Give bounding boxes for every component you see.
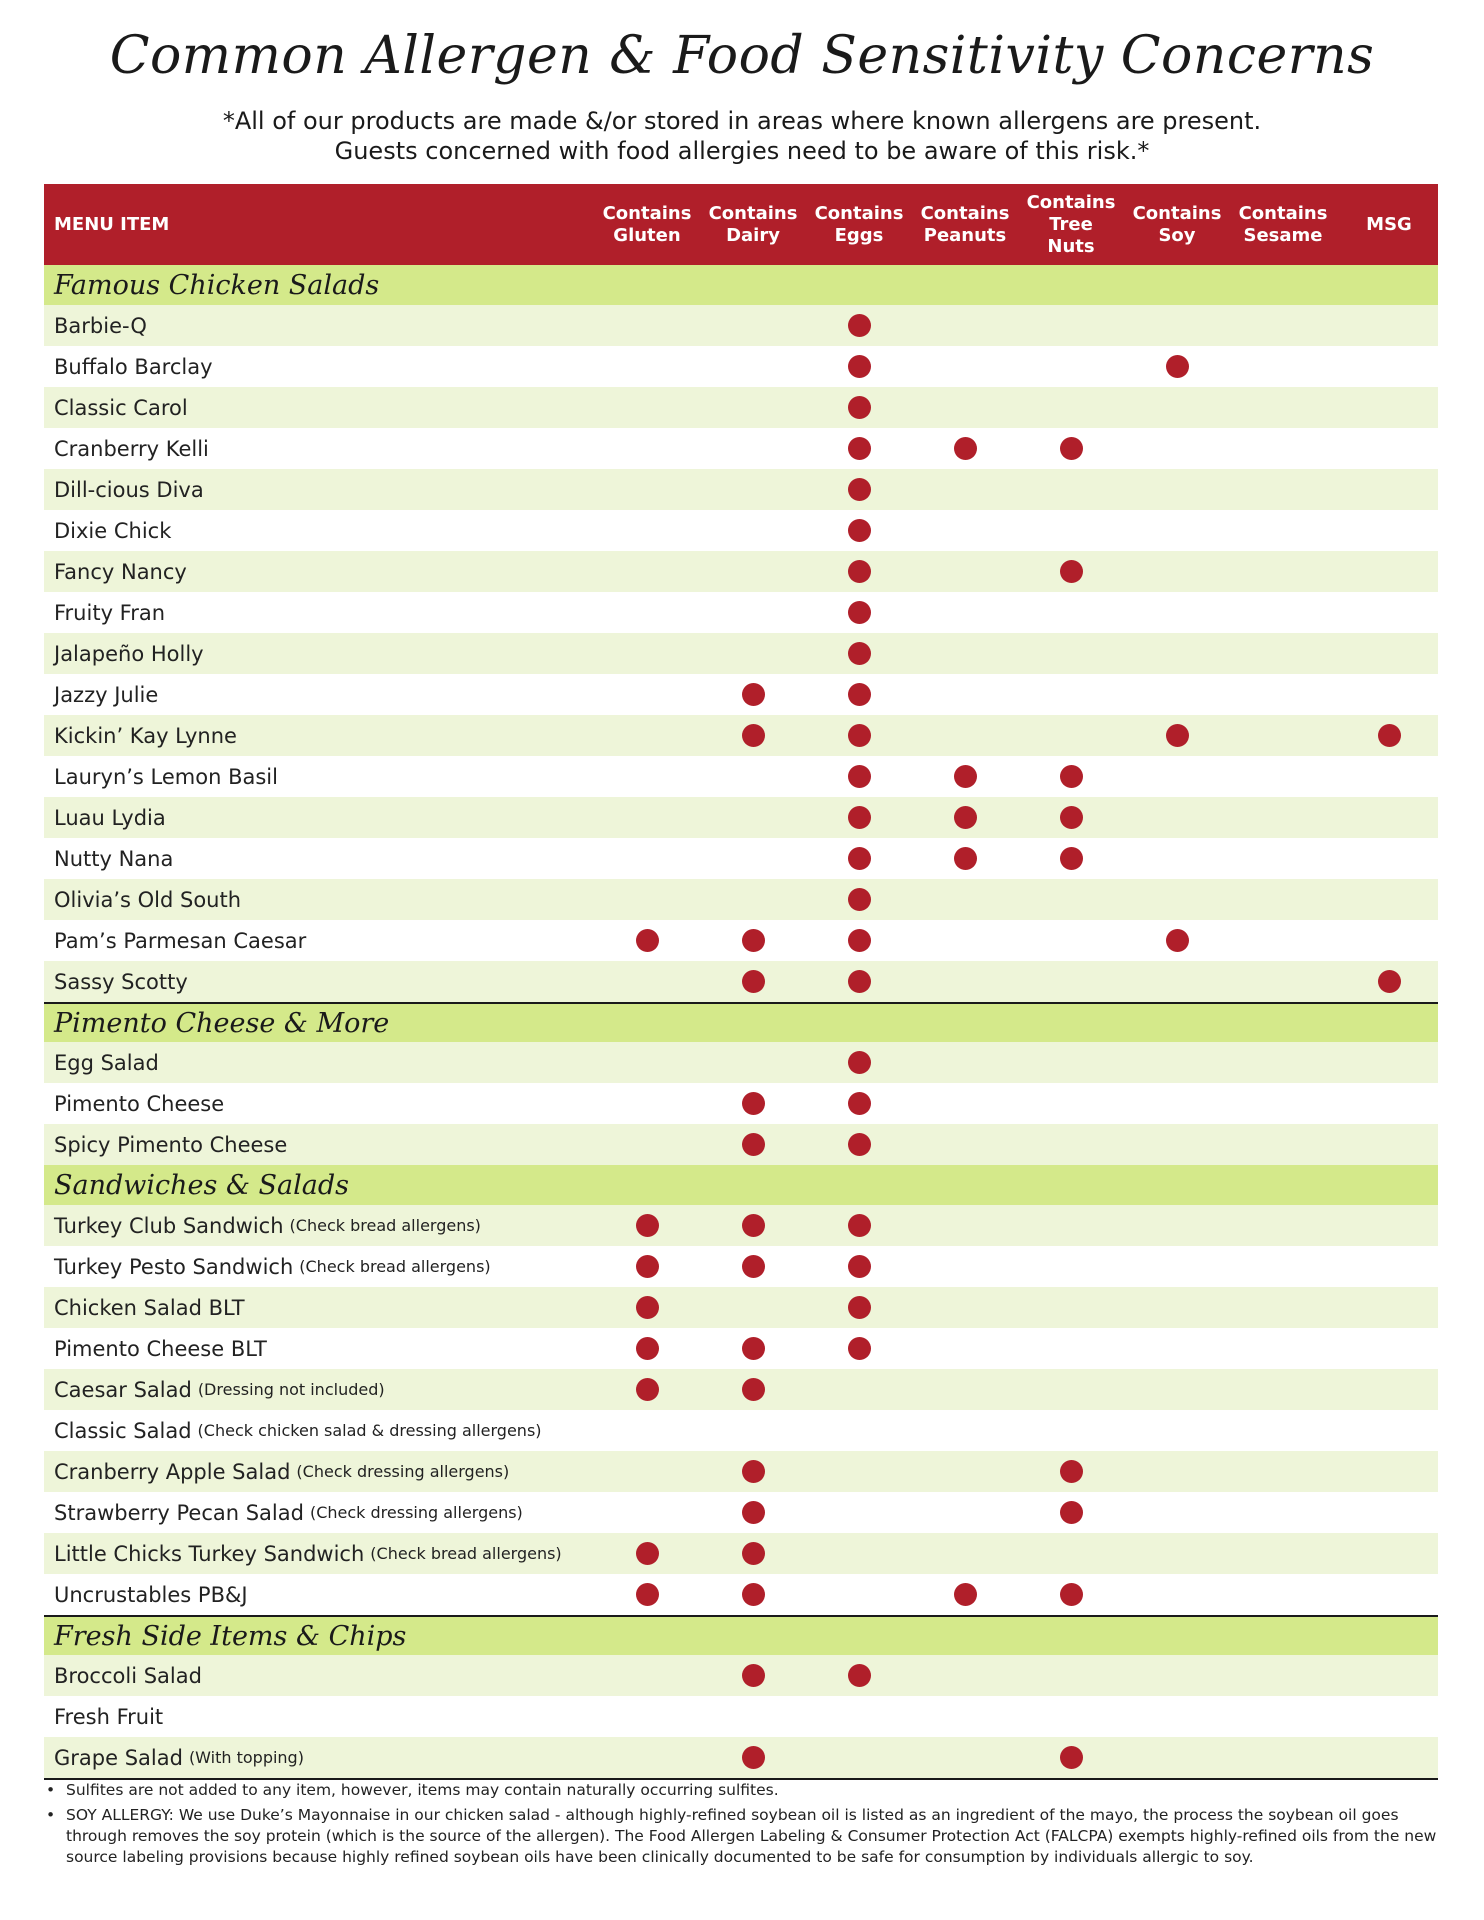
menu-item-label: Dill-cious Diva (54, 477, 204, 502)
subtitle-line-1: *All of our products are made &/or stored in areas where known allergens are present. (222, 107, 1262, 135)
menu-item-label: Sassy Scotty (54, 969, 188, 994)
allergen-dot-gluten (636, 1583, 659, 1606)
menu-item-name (54, 756, 278, 797)
allergen-dot-treenuts (1060, 1583, 1083, 1606)
allergen-dot-eggs (848, 560, 871, 583)
table-row (44, 715, 1438, 756)
table-row (44, 1083, 1438, 1124)
menu-item-name (54, 1083, 224, 1124)
menu-item-label: Fancy Nancy (54, 559, 187, 584)
menu-item-note: (Check bread allergens) (370, 1544, 562, 1563)
section-header: Sandwiches & Salads (44, 1165, 1438, 1205)
table-row (44, 1369, 1438, 1410)
allergen-dot-eggs (848, 396, 871, 419)
menu-item-label: Pimento Cheese (54, 1091, 225, 1116)
menu-item-name (54, 592, 165, 633)
menu-item-name (54, 387, 188, 428)
menu-item-name (54, 428, 209, 469)
section-header: Fresh Side Items & Chips (44, 1615, 1438, 1655)
allergen-dot-peanuts (954, 437, 977, 460)
allergen-dot-dairy (742, 929, 765, 952)
allergen-dot-eggs (848, 1255, 871, 1278)
menu-item-label: Fruity Fran (54, 600, 166, 625)
allergen-dot-gluten (636, 1296, 659, 1319)
menu-item-name (54, 879, 241, 920)
table-row (44, 797, 1438, 838)
menu-item-name (54, 674, 158, 715)
allergen-table (44, 184, 1438, 1780)
menu-item-name (54, 1492, 523, 1533)
table-row (44, 1124, 1438, 1165)
menu-item-name (54, 1124, 287, 1165)
menu-item-name (54, 1533, 562, 1574)
menu-item-name (54, 633, 204, 674)
table-row (44, 879, 1438, 920)
table-row (44, 1410, 1438, 1451)
menu-item-note: (Check chicken salad & dressing allergens) (197, 1421, 542, 1440)
allergen-dot-gluten (636, 929, 659, 952)
footnotes (44, 1780, 1438, 1872)
allergen-dot-eggs (848, 683, 871, 706)
menu-item-label: Olivia’s Old South (54, 887, 242, 912)
allergen-dot-eggs (848, 355, 871, 378)
menu-item-name (54, 1287, 245, 1328)
menu-item-label: Little Chicks Turkey Sandwich (54, 1541, 365, 1566)
menu-item-note: (Check dressing allergens) (309, 1503, 523, 1522)
allergen-dot-gluten (636, 1214, 659, 1237)
table-row (44, 1533, 1438, 1574)
menu-item-name (54, 1410, 542, 1451)
menu-item-name (54, 346, 213, 387)
table-body (44, 265, 1438, 1780)
allergen-dot-peanuts (954, 806, 977, 829)
menu-item-name (54, 1205, 481, 1246)
menu-item-name (54, 1737, 304, 1778)
allergen-dot-treenuts (1060, 847, 1083, 870)
menu-item-name (54, 551, 187, 592)
menu-item-name (54, 1042, 159, 1083)
menu-item-label: Caesar Salad (54, 1377, 192, 1402)
allergen-dot-treenuts (1060, 560, 1083, 583)
table-row (44, 1574, 1438, 1615)
allergen-dot-dairy (742, 1460, 765, 1483)
allergen-dot-soy (1166, 929, 1189, 952)
table-row (44, 920, 1438, 961)
menu-item-name (54, 838, 173, 879)
menu-item-label: Turkey Club Sandwich (54, 1213, 284, 1238)
table-row (44, 1287, 1438, 1328)
menu-item-label: Grape Salad (54, 1745, 183, 1770)
menu-item-label: Jazzy Julie (54, 682, 159, 707)
menu-item-label: Pimento Cheese BLT (54, 1336, 267, 1361)
table-row (44, 756, 1438, 797)
allergen-dot-dairy (742, 1378, 765, 1401)
allergen-dot-peanuts (954, 1583, 977, 1606)
menu-item-label: Cranberry Kelli (54, 436, 209, 461)
allergen-dot-gluten (636, 1542, 659, 1565)
column-header-eggs: Contains Eggs (814, 202, 904, 246)
allergen-dot-eggs (848, 1214, 871, 1237)
menu-item-label: Strawberry Pecan Salad (54, 1500, 304, 1525)
allergen-dot-eggs (848, 314, 871, 337)
allergen-dot-eggs (848, 806, 871, 829)
menu-item-label: Chicken Salad BLT (54, 1295, 245, 1320)
menu-item-column-header: MENU ITEM (54, 214, 170, 235)
table-row (44, 633, 1438, 674)
column-header-dairy: Contains Dairy (708, 202, 798, 246)
allergen-dot-treenuts (1060, 765, 1083, 788)
menu-item-label: Buffalo Barclay (54, 354, 213, 379)
menu-item-label: Lauryn’s Lemon Basil (54, 764, 278, 789)
allergen-dot-eggs (848, 601, 871, 624)
table-row (44, 592, 1438, 633)
menu-item-name (54, 305, 147, 346)
menu-item-label: Pam’s Parmesan Caesar (54, 928, 307, 953)
menu-item-name (54, 961, 188, 1002)
allergen-dot-eggs (848, 724, 871, 747)
menu-item-name (54, 1574, 248, 1615)
table-row (44, 428, 1438, 469)
allergen-dot-eggs (848, 1092, 871, 1115)
menu-item-label: Broccoli Salad (54, 1663, 202, 1688)
table-header (44, 184, 1438, 265)
allergen-dot-dairy (742, 683, 765, 706)
menu-item-name (54, 1655, 202, 1696)
table-row (44, 674, 1438, 715)
menu-item-name (54, 510, 171, 551)
menu-item-label: Fresh Fruit (54, 1704, 164, 1729)
menu-item-note: (Check bread allergens) (289, 1216, 481, 1235)
menu-item-label: Classic Carol (54, 395, 188, 420)
allergen-dot-dairy (742, 1542, 765, 1565)
page-subtitle (0, 106, 1484, 166)
menu-item-label: Classic Salad (54, 1418, 192, 1443)
allergen-dot-dairy (742, 1746, 765, 1769)
table-row (44, 305, 1438, 346)
allergen-dot-dairy (742, 1501, 765, 1524)
page-title: Common Allergen & Food Sensitivity Concerns (109, 26, 1375, 86)
menu-item-label: Luau Lydia (54, 805, 166, 830)
table-row (44, 510, 1438, 551)
allergen-dot-eggs (848, 970, 871, 993)
allergen-dot-eggs (848, 1133, 871, 1156)
menu-item-label: Nutty Nana (54, 846, 174, 871)
allergen-dot-gluten (636, 1337, 659, 1360)
menu-item-note: (With topping) (188, 1748, 304, 1767)
allergen-dot-treenuts (1060, 1460, 1083, 1483)
allergen-dot-msg (1378, 724, 1401, 747)
column-header-soy: Contains Soy (1132, 202, 1222, 246)
allergen-dot-dairy (742, 970, 765, 993)
table-row (44, 469, 1438, 510)
footnote: • SOY ALLERGY: We use Duke’s Mayonnaise in our chicken salad - although highly-refined soybean oil is listed as an ingredient of the mayo, the process the soybean oil goes through removes the soy protein (which is the source of the allergen). The Food Allergen Labeling & Consumer Protection Act (FALCPA) exempts highly-refined oils from the new source labeling provisions because highly refined soybean oils have been clinically documented to be safe for consumption by individuals allergic to soy. (44, 1805, 1438, 1868)
menu-item-note: (Check dressing allergens) (296, 1462, 510, 1481)
table-row (44, 838, 1438, 879)
menu-item-label: Dixie Chick (54, 518, 172, 543)
table-row (44, 346, 1438, 387)
allergen-dot-eggs (848, 1051, 871, 1074)
allergen-dot-gluten (636, 1255, 659, 1278)
allergen-dot-treenuts (1060, 1746, 1083, 1769)
menu-item-name (54, 715, 237, 756)
table-row (44, 1205, 1438, 1246)
menu-item-note: (Dressing not included) (197, 1380, 385, 1399)
column-header-peanuts: Contains Peanuts (920, 202, 1010, 246)
allergen-dot-gluten (636, 1378, 659, 1401)
menu-item-label: Kickin’ Kay Lynne (54, 723, 237, 748)
menu-item-label: Turkey Pesto Sandwich (54, 1254, 294, 1279)
menu-item-name (54, 797, 166, 838)
menu-item-name (54, 469, 204, 510)
menu-item-label: Cranberry Apple Salad (54, 1459, 291, 1484)
allergen-dot-msg (1378, 970, 1401, 993)
allergen-dot-treenuts (1060, 806, 1083, 829)
menu-item-name (54, 1451, 509, 1492)
table-row (44, 387, 1438, 428)
allergen-dot-eggs (848, 847, 871, 870)
menu-item-note: (Check bread allergens) (299, 1257, 491, 1276)
allergen-dot-dairy (742, 1092, 765, 1115)
table-row (44, 1246, 1438, 1287)
allergen-dot-eggs (848, 478, 871, 501)
allergen-dot-soy (1166, 355, 1189, 378)
allergen-dot-dairy (742, 1664, 765, 1687)
menu-item-name (54, 1696, 163, 1737)
allergen-dot-eggs (848, 642, 871, 665)
table-row (44, 1655, 1438, 1696)
allergen-dot-peanuts (954, 765, 977, 788)
column-header-gluten: Contains Gluten (602, 202, 692, 246)
menu-item-label: Egg Salad (54, 1050, 159, 1075)
subtitle-line-2: Guests concerned with food allergies need to be aware of this risk.* (334, 137, 1150, 165)
table-row (44, 1328, 1438, 1369)
menu-item-label: Barbie-Q (54, 313, 147, 338)
allergen-dot-eggs (848, 765, 871, 788)
section-header: Pimento Cheese & More (44, 1002, 1438, 1042)
menu-item-name (54, 1246, 491, 1287)
menu-item-label: Uncrustables PB&J (54, 1582, 248, 1607)
menu-item-label: Spicy Pimento Cheese (54, 1132, 288, 1157)
allergen-dot-treenuts (1060, 1501, 1083, 1524)
footnote: • Sulfites are not added to any item, however, items may contain naturally occurring sulfites. (44, 1780, 1438, 1801)
menu-item-name (54, 1369, 385, 1410)
table-row (44, 961, 1438, 1002)
allergen-dot-eggs (848, 519, 871, 542)
column-header-msg: MSG (1366, 213, 1412, 235)
table-row (44, 1737, 1438, 1778)
allergen-dot-peanuts (954, 847, 977, 870)
table-row (44, 1451, 1438, 1492)
menu-item-label: Jalapeño Holly (54, 641, 204, 666)
table-row (44, 1042, 1438, 1083)
allergen-dot-eggs (848, 1664, 871, 1687)
column-header-treenuts: Contains Tree Nuts (1026, 191, 1116, 257)
menu-item-name (54, 920, 306, 961)
allergen-dot-eggs (848, 1296, 871, 1319)
allergen-dot-eggs (848, 437, 871, 460)
table-row (44, 1492, 1438, 1533)
allergen-dot-eggs (848, 929, 871, 952)
allergen-dot-dairy (742, 1337, 765, 1360)
menu-item-name (54, 1328, 267, 1369)
allergen-dot-soy (1166, 724, 1189, 747)
allergen-dot-dairy (742, 1133, 765, 1156)
column-header-sesame: Contains Sesame (1238, 202, 1328, 246)
table-row (44, 1696, 1438, 1737)
section-header: Famous Chicken Salads (44, 265, 1438, 305)
allergen-dot-dairy (742, 1214, 765, 1237)
allergen-dot-eggs (848, 1337, 871, 1360)
allergen-dot-dairy (742, 1583, 765, 1606)
allergen-dot-treenuts (1060, 437, 1083, 460)
table-row (44, 551, 1438, 592)
allergen-dot-eggs (848, 888, 871, 911)
allergen-dot-dairy (742, 1255, 765, 1278)
allergen-dot-dairy (742, 724, 765, 747)
